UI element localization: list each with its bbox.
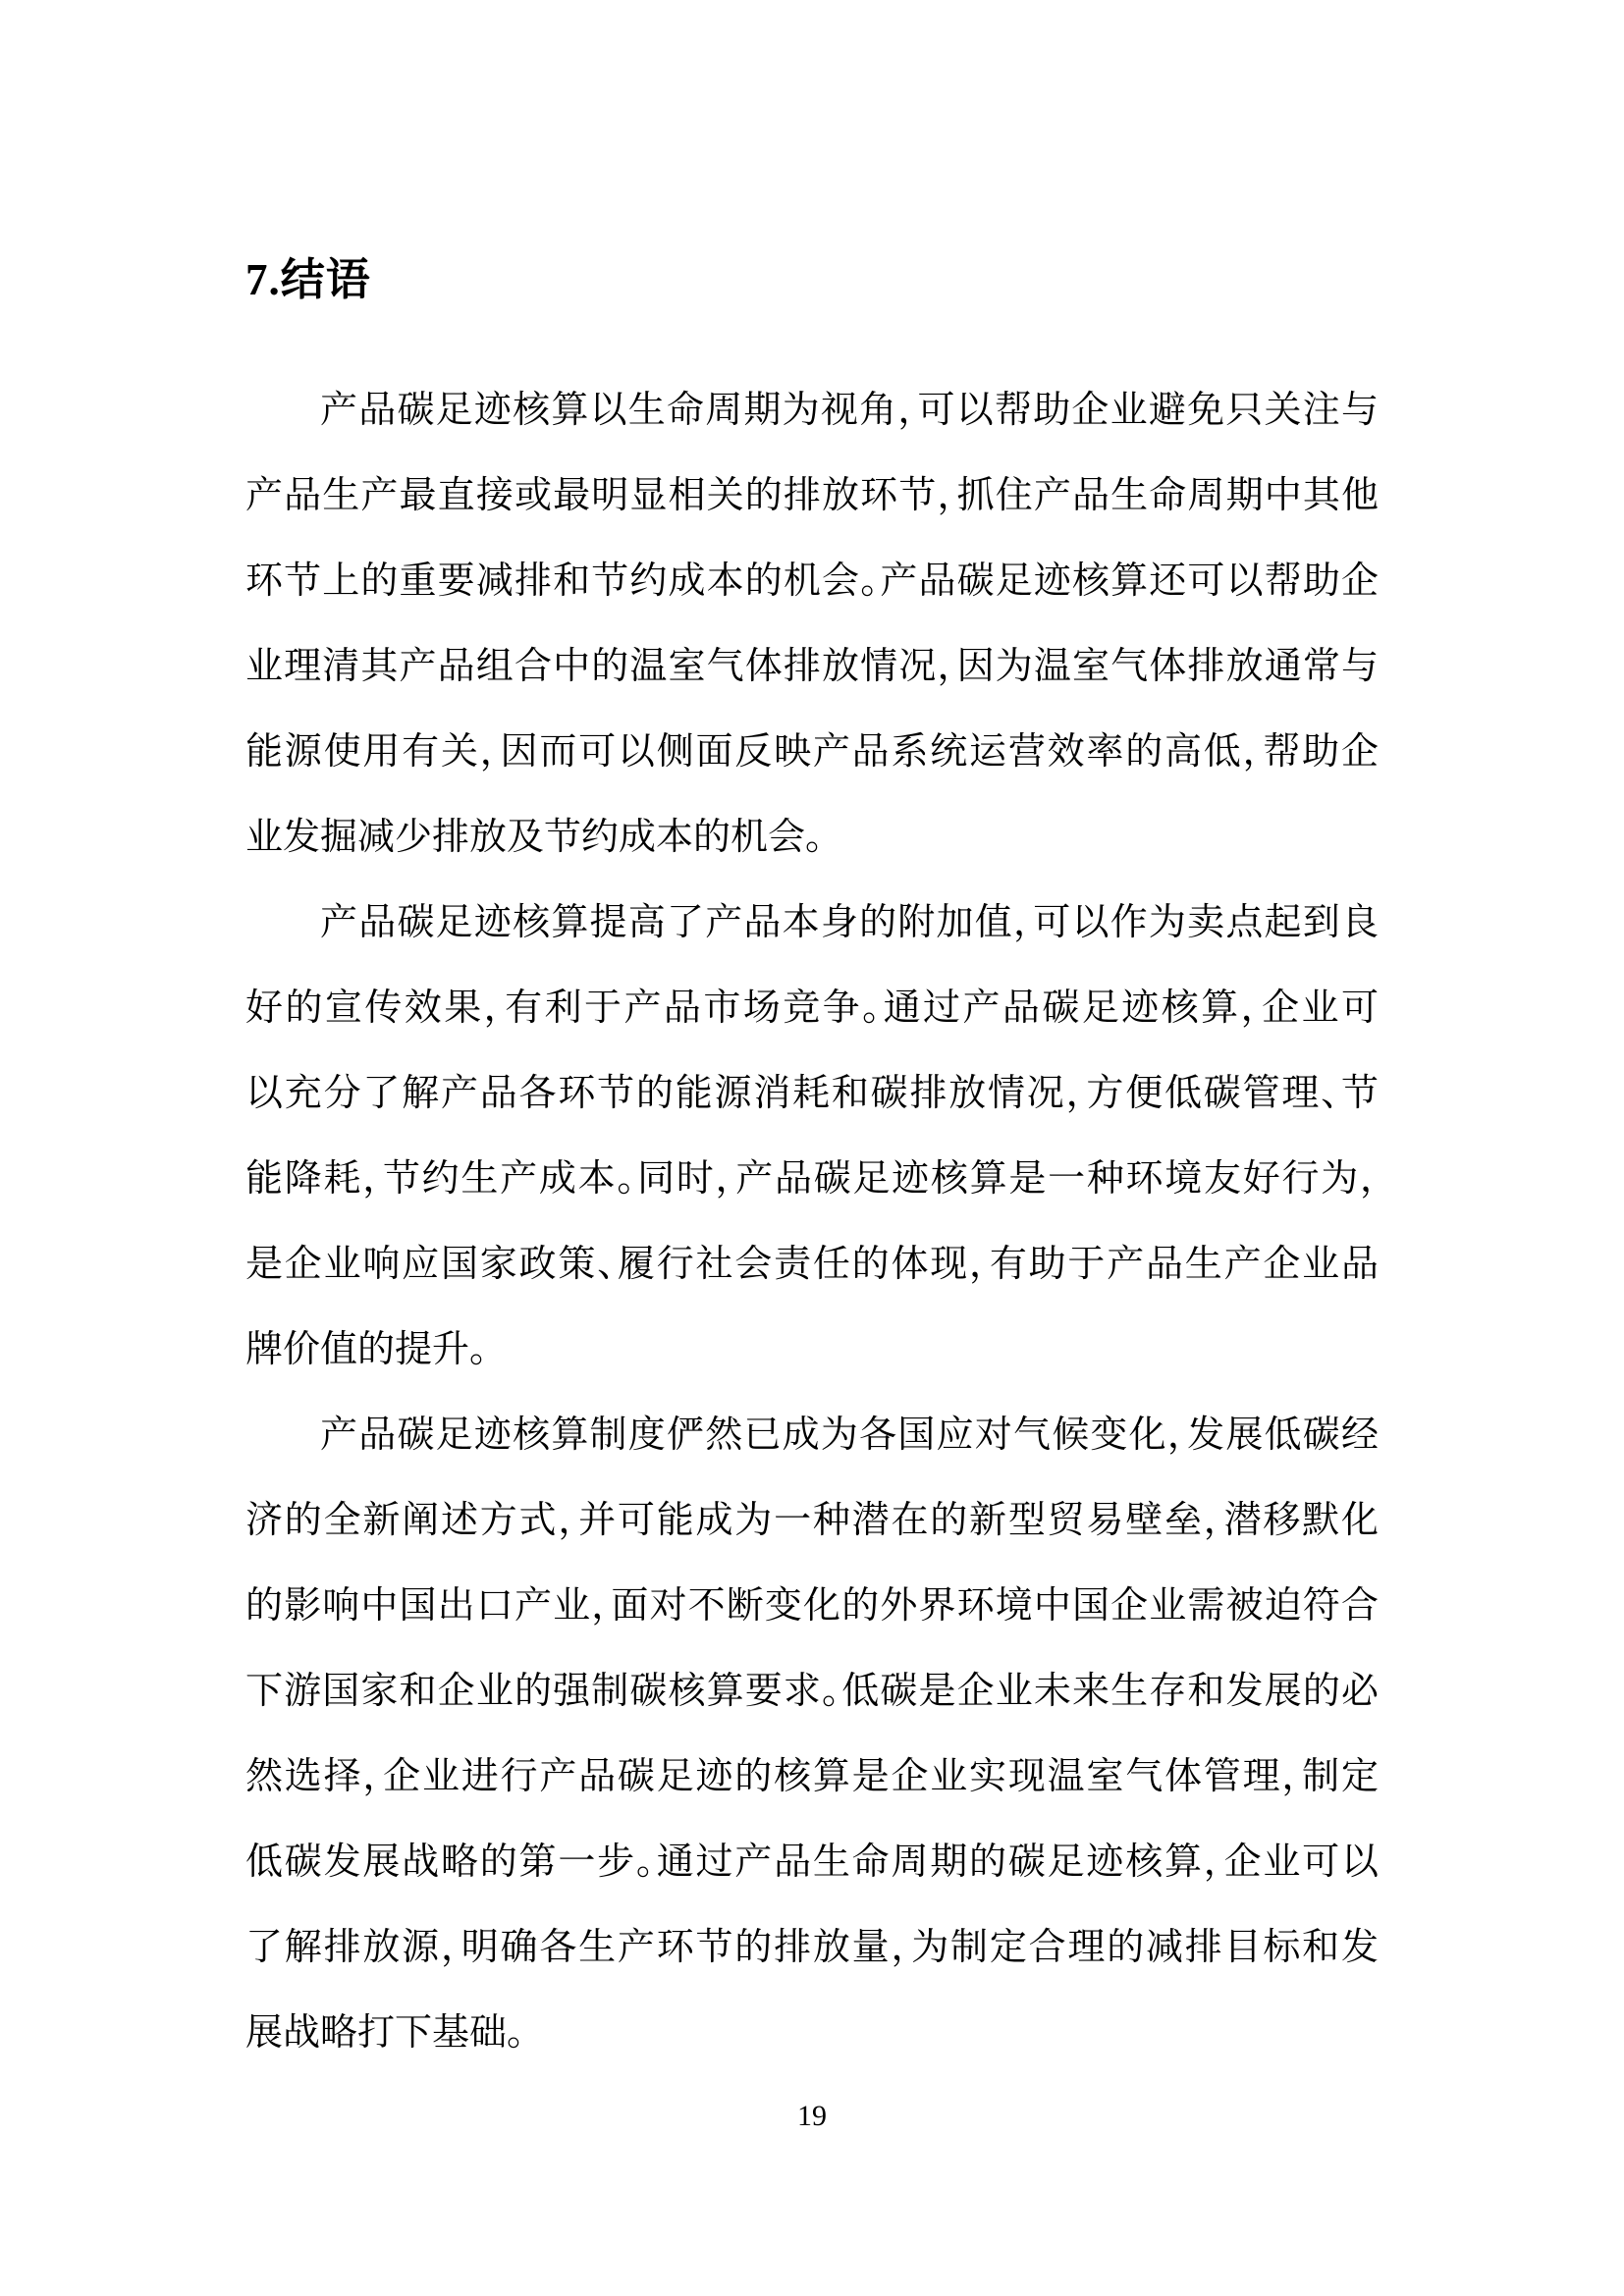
text-line: 是企业响应国家政策、履行社会责任的体现，有助于产品生产企业品 [245, 1244, 1379, 1285]
text-line: 展战略打下基础。 [245, 2012, 526, 2054]
text-line: 了解排放源，明确各生产环节的排放量，为制定合理的减排目标和发 [245, 1927, 1379, 1968]
paragraph-2 [245, 881, 1379, 1393]
text-line: 以充分了解产品各环节的能源消耗和碳排放情况，方便低碳管理、节 [245, 1073, 1379, 1114]
text-line: 业理清其产品组合中的温室气体排放情况，因为温室气体排放通常与 [245, 646, 1379, 687]
text-line: 产品碳足迹核算提高了产品本身的附加值，可以作为卖点起到良 [320, 902, 1379, 943]
paragraph-1 [245, 368, 1379, 881]
text-line: 能降耗，节约生产成本。同时，产品碳足迹核算是一种环境友好行为， [245, 1158, 1379, 1200]
document-body [245, 368, 1379, 2076]
text-line: 好的宣传效果，有利于产品市场竞争。通过产品碳足迹核算，企业可 [245, 988, 1379, 1029]
text-line: 产品碳足迹核算制度俨然已成为各国应对气候变化，发展低碳经 [320, 1415, 1379, 1456]
text-line: 济的全新阐述方式，并可能成为一种潜在的新型贸易壁垒，潜移默化 [245, 1500, 1379, 1541]
text-line: 产品生产最直接或最明显相关的排放环节，抓住产品生命周期中其他 [245, 475, 1379, 516]
text-line: 然选择，企业进行产品碳足迹的核算是企业实现温室气体管理，制定 [245, 1756, 1379, 1797]
text-line: 能源使用有关，因而可以侧面反映产品系统运营效率的高低，帮助企 [245, 731, 1379, 773]
text-line: 的影响中国出口产业，面对不断变化的外界环境中国企业需被迫符合 [245, 1585, 1379, 1627]
text-line: 低碳发展战略的第一步。通过产品生命周期的碳足迹核算，企业可以 [245, 1842, 1379, 1883]
paragraph-3 [245, 1393, 1379, 2076]
text-line: 下游国家和企业的强制碳核算要求。低碳是企业未来生存和发展的必 [245, 1671, 1379, 1712]
text-line: 产品碳足迹核算以生命周期为视角，可以帮助企业避免只关注与 [320, 390, 1379, 431]
page-number: 19 [797, 2100, 827, 2132]
text-line: 牌价值的提升。 [245, 1329, 489, 1370]
text-line: 环节上的重要减排和节约成本的机会。产品碳足迹核算还可以帮助企 [245, 561, 1379, 602]
section-heading: 7.结语 [245, 255, 371, 304]
text-line: 业发掘减少排放及节约成本的机会。 [245, 817, 825, 858]
